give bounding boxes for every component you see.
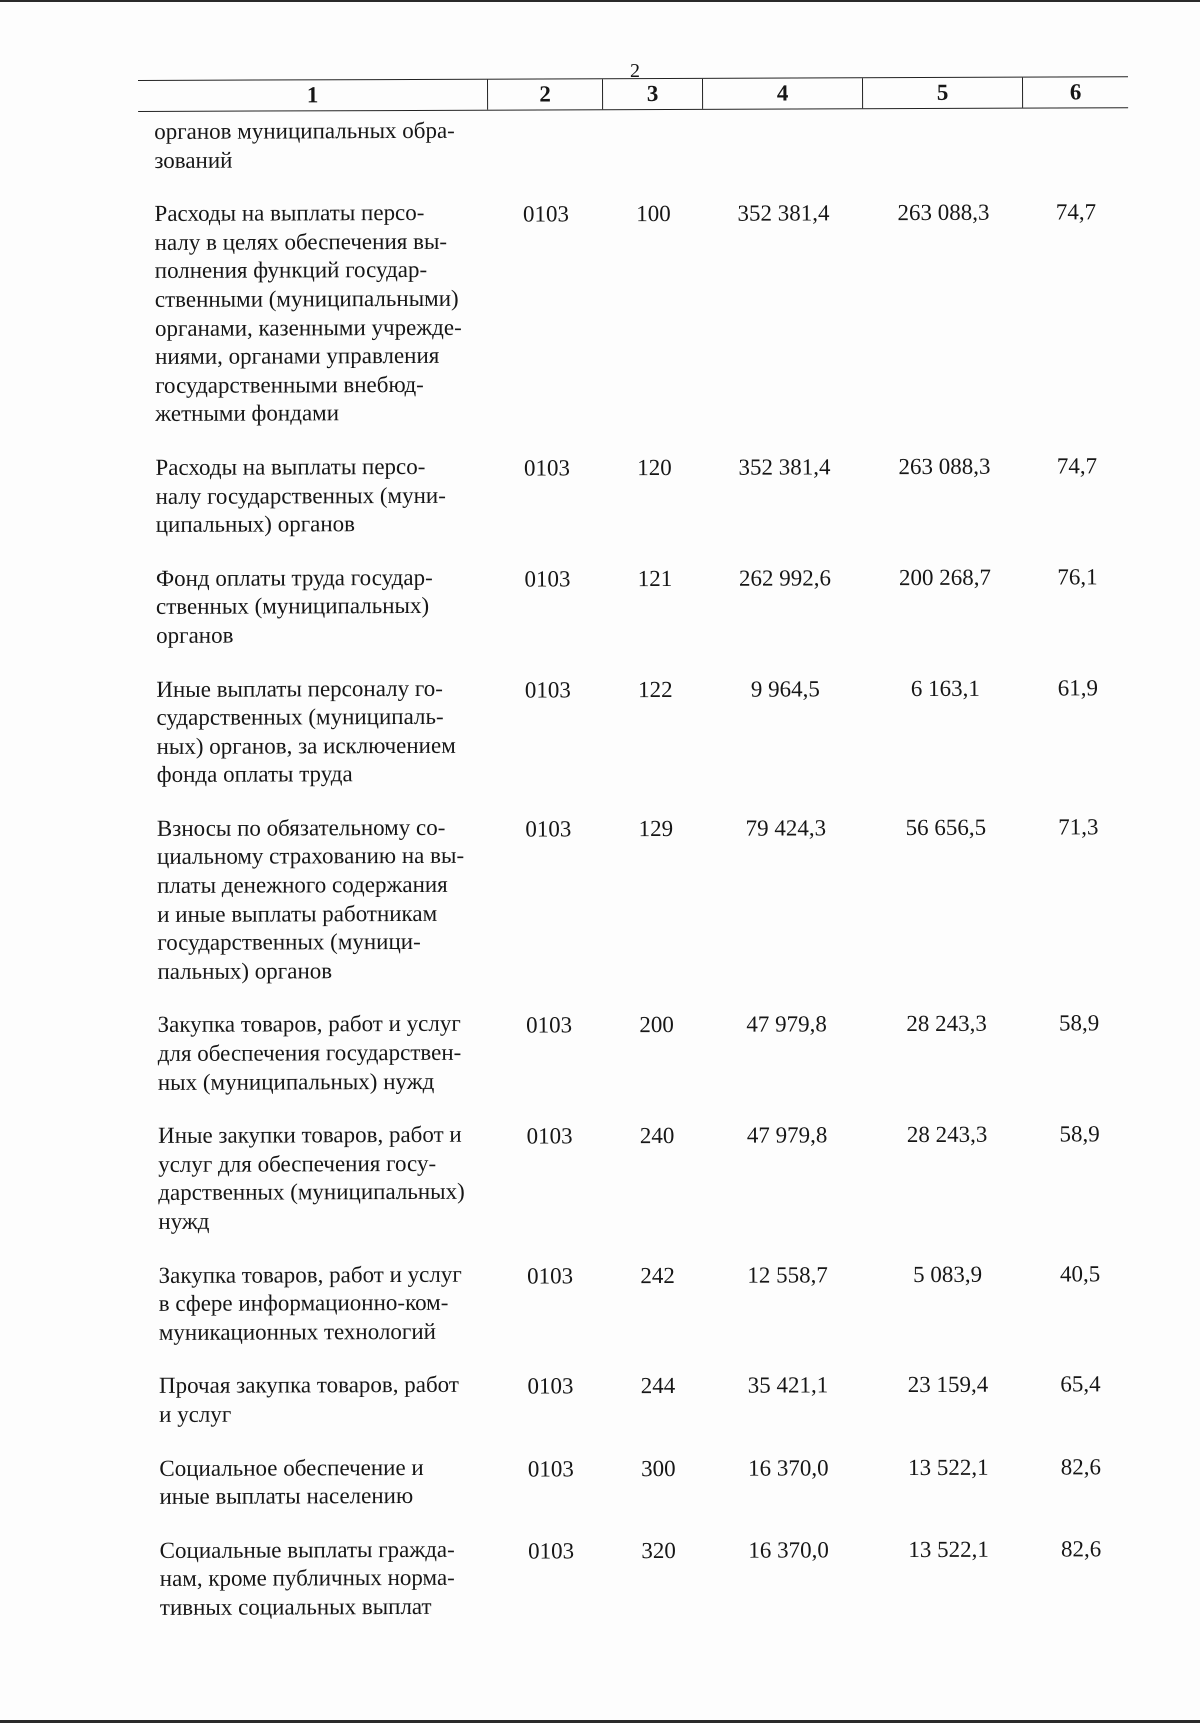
expense-kind-code: 120: [637, 454, 672, 481]
actual-amount: 28 243,3: [906, 1121, 988, 1148]
section-code: 0103: [526, 1012, 573, 1038]
expense-kind-code: 200: [639, 1012, 674, 1038]
table-row: [141, 811, 1132, 986]
execution-percent: 58,9: [1058, 1010, 1100, 1036]
actual-amount: 5 083,9: [913, 1261, 983, 1287]
table-body: [138, 171, 1134, 1622]
execution-percent: 76,1: [1057, 564, 1098, 590]
actual-amount: 13 522,1: [908, 1536, 989, 1562]
expense-kind-code: 100: [636, 201, 671, 227]
expense-kind-code: 320: [641, 1537, 676, 1563]
row-description: Расходы на выплаты персо- налу государственных (муни- ципальных) органов: [155, 453, 446, 538]
row-description: Расходы на выплаты персо- налу в целях обеспечения вы- полнения функций государ- ственными (муниципальными) органами, казенными учрежде- ниями, органами управления государственными внебюд- жетными фондами: [154, 200, 462, 427]
planned-amount: 9 964,5: [750, 675, 820, 702]
column-header-6: 6: [1069, 79, 1082, 105]
execution-percent: 74,7: [1056, 453, 1098, 479]
section-code: 0103: [526, 1123, 573, 1149]
actual-amount: 28 243,3: [906, 1011, 987, 1037]
table-row: [140, 561, 1130, 651]
actual-amount: 263 088,3: [897, 199, 990, 226]
table-row: [139, 450, 1129, 540]
actual-amount: 23 159,4: [907, 1372, 989, 1398]
table-row: [143, 1451, 1133, 1512]
table-row: [143, 1258, 1133, 1348]
actual-amount: 56 656,5: [905, 814, 987, 840]
actual-amount: 13 522,1: [908, 1454, 989, 1480]
execution-percent: 61,9: [1057, 674, 1099, 700]
execution-percent: 82,6: [1060, 1453, 1102, 1480]
table-row: [138, 196, 1129, 429]
planned-amount: 16 370,0: [748, 1454, 829, 1481]
actual-amount: 6 163,1: [910, 675, 980, 701]
planned-amount: 262 992,6: [738, 565, 831, 591]
expense-kind-code: 129: [638, 815, 674, 841]
execution-percent: 65,4: [1060, 1371, 1101, 1397]
execution-percent: 82,6: [1060, 1536, 1102, 1562]
continuation-text: органов муниципальных обра- зований: [154, 117, 455, 173]
actual-amount: 200 268,7: [898, 564, 991, 590]
planned-amount: 47 979,8: [746, 1122, 828, 1148]
section-code: 0103: [527, 1262, 574, 1289]
row-description: Фонд оплаты труда государ- ственных (муниципальных) органов: [155, 564, 433, 648]
row-description: Прочая закупка товаров, работ и услуг: [158, 1372, 459, 1427]
expense-kind-code: 122: [638, 676, 673, 702]
column-header-3: 3: [603, 79, 703, 109]
section-code: 0103: [527, 1373, 574, 1399]
row-description: Закупка товаров, работ и услуг в сфере информационно-ком- муникационных технологий: [158, 1261, 462, 1345]
table-header-row: [138, 76, 1128, 112]
planned-amount: 16 370,0: [748, 1537, 829, 1563]
planned-amount: 12 558,7: [747, 1261, 828, 1288]
planned-amount: 47 979,8: [746, 1011, 827, 1038]
section-code: 0103: [525, 816, 572, 842]
column-header-4: 4: [703, 78, 863, 109]
table-row: [143, 1369, 1133, 1430]
column-header-5: 5: [863, 78, 1023, 109]
table-row: [144, 1533, 1134, 1623]
table-row: [140, 672, 1130, 790]
table-row: [142, 1008, 1132, 1098]
section-code: 0103: [528, 1538, 575, 1564]
expense-kind-code: 121: [637, 565, 673, 591]
planned-amount: 352 381,4: [738, 454, 831, 480]
execution-percent: 40,5: [1059, 1260, 1101, 1287]
column-header-2: 2: [488, 79, 603, 109]
row-description: Иные закупки товаров, работ и услуг для обеспечения госу- дарственных (муниципальных) нужд: [158, 1121, 465, 1234]
expense-kind-code: 240: [639, 1123, 675, 1149]
expense-kind-code: 242: [640, 1262, 675, 1288]
section-code: 0103: [524, 676, 571, 703]
planned-amount: 352 381,4: [737, 200, 830, 226]
expense-kind-code: 244: [640, 1373, 676, 1399]
continuation-row: [138, 114, 1128, 175]
page-number: 2: [630, 60, 640, 82]
row-description: Социальное обеспечение и иные выплаты населению: [159, 1454, 424, 1510]
column-header-1: 1: [138, 80, 488, 111]
section-code: 0103: [523, 455, 571, 481]
row-description: Взносы по обязательному со- циальному страхованию на вы- платы денежного содержания и иные выплаты работникам государственных (муници- пальных) органов: [156, 814, 465, 984]
budget-table: [138, 76, 1134, 1622]
section-code: 0103: [524, 566, 571, 592]
section-code: 0103: [527, 1455, 574, 1482]
execution-percent: 58,9: [1059, 1121, 1100, 1147]
table-row: [142, 1118, 1132, 1236]
actual-amount: 263 088,3: [898, 453, 991, 480]
section-code: 0103: [522, 201, 570, 227]
scan-top-edge: [0, 0, 1200, 2]
execution-percent: 71,3: [1058, 814, 1099, 840]
planned-amount: 35 421,1: [747, 1372, 829, 1399]
row-description: Закупка товаров, работ и услуг для обеспечения государствен- ных (муниципальных) нужд: [157, 1011, 462, 1095]
expense-kind-code: 300: [641, 1455, 676, 1481]
row-description: Иные выплаты персоналу го- сударственных (муниципаль- ных) органов, за исключением фонда оплаты труда: [156, 675, 456, 788]
execution-percent: 74,7: [1055, 199, 1097, 225]
row-description: Социальные выплаты гражда- нам, кроме публичных норма- тивных социальных выплат: [159, 1536, 455, 1620]
planned-amount: 79 424,3: [745, 815, 827, 841]
